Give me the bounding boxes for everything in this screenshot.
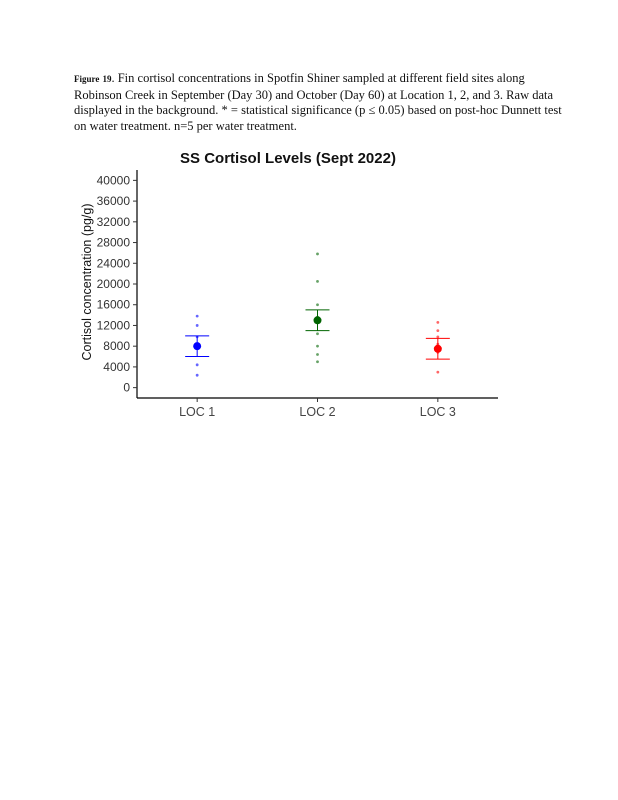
y-tick-label: 40000 — [96, 173, 130, 188]
caption-text: . Fin cortisol concentrations in Spotfin Shiner sampled at different field sites along Robinson Creek in September (Day 30) and October (Day 60) at Location 1, 2, and 3. Raw data displayed in the background. * = statistical significance (p ≤ 0.05) based on post-hoc Dunnett test on water treatment. n=5 per water treatment. — [74, 71, 562, 133]
raw-point — [436, 329, 439, 332]
figure-number: 19 — [102, 74, 112, 84]
data-marks — [185, 253, 450, 377]
y-axis-label: Cortisol concentration (pg/g) — [80, 203, 94, 361]
y-tick-label: 24000 — [96, 256, 130, 271]
raw-point — [316, 353, 319, 356]
raw-point — [316, 332, 319, 335]
raw-point — [196, 324, 199, 327]
figure-label: Figure — [74, 74, 100, 84]
x-tick-label: LOC 1 — [179, 405, 216, 419]
y-tick-label: 0 — [123, 380, 130, 395]
y-tick-label: 8000 — [103, 339, 130, 354]
raw-point — [316, 253, 319, 256]
y-tick-label: 36000 — [96, 194, 130, 209]
cortisol-chart — [60, 140, 510, 430]
mean-point — [434, 345, 442, 353]
x-tick-label: LOC 2 — [299, 405, 336, 419]
y-tick-label: 28000 — [96, 235, 130, 250]
raw-point — [436, 371, 439, 374]
y-tick-label: 20000 — [96, 277, 130, 291]
mean-point — [314, 316, 322, 324]
raw-point — [316, 280, 319, 283]
raw-point — [316, 303, 319, 306]
axes — [137, 170, 498, 398]
y-tick-label: 4000 — [103, 359, 130, 374]
mean-point — [193, 342, 201, 350]
raw-point — [436, 335, 439, 338]
y-tick-label: 16000 — [96, 297, 130, 312]
y-ticks — [97, 173, 137, 394]
raw-point — [196, 374, 199, 377]
y-tick-label: 32000 — [96, 214, 130, 229]
raw-point — [316, 360, 319, 363]
x-tick-label: LOC 3 — [419, 405, 456, 419]
raw-point — [316, 345, 319, 348]
raw-point — [196, 363, 199, 366]
x-ticks — [179, 398, 456, 419]
figure-caption — [74, 71, 564, 134]
raw-point — [436, 321, 439, 324]
chart-title: SS Cortisol Levels (Sept 2022) — [180, 150, 396, 167]
y-tick-label: 12000 — [96, 318, 130, 333]
raw-point — [196, 315, 199, 318]
